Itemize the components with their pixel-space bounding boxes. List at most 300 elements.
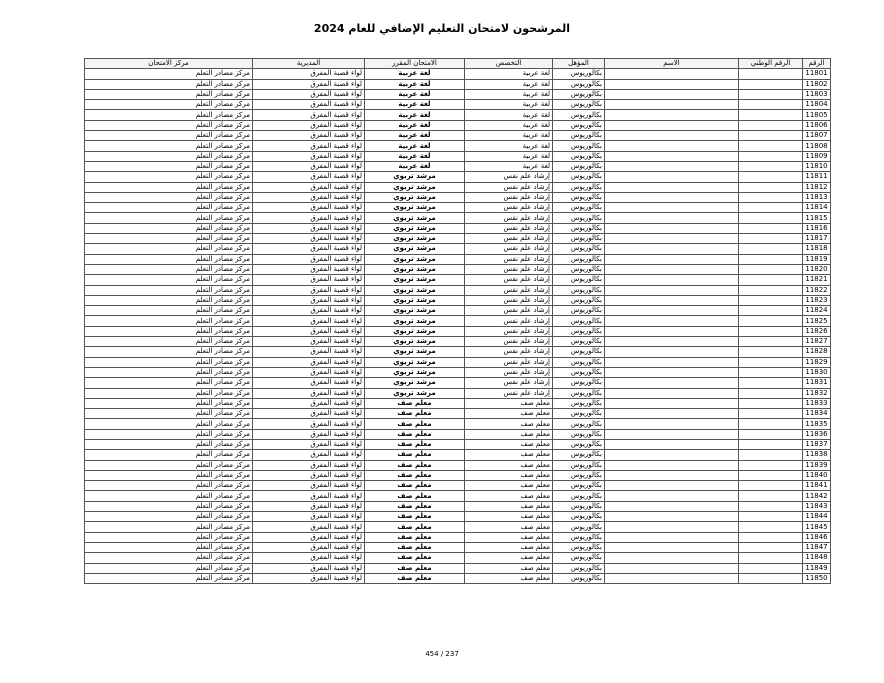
col-header-name: الاسم	[605, 59, 739, 69]
qualification-cell: بكالوريوس	[553, 151, 605, 161]
qualification-cell: بكالوريوس	[553, 141, 605, 151]
national-id-cell	[739, 409, 803, 419]
specialization-cell: معلم صف	[465, 439, 553, 449]
qualification-cell: بكالوريوس	[553, 450, 605, 460]
qualification-cell: بكالوريوس	[553, 69, 605, 79]
national-id-cell	[739, 234, 803, 244]
name-cell	[605, 563, 739, 573]
national-id-cell	[739, 120, 803, 130]
exam-cell: مرشد تربوي	[365, 388, 465, 398]
page-title: المرشحون لامتحان التعليم الإضافي للعام 2024	[313, 22, 571, 35]
name-cell	[605, 254, 739, 264]
specialization-cell: إرشاد علم نفس	[465, 367, 553, 377]
specialization-cell: معلم صف	[465, 532, 553, 542]
specialization-cell: لغة عربية	[465, 131, 553, 141]
specialization-cell: لغة عربية	[465, 69, 553, 79]
directorate-cell: لواء قصبة المفرق	[253, 161, 365, 171]
seq-cell: 11844	[803, 512, 831, 522]
directorate-cell: لواء قصبة المفرق	[253, 254, 365, 264]
table-row	[85, 213, 831, 223]
directorate-cell: لواء قصبة المفرق	[253, 553, 365, 563]
seq-cell: 11810	[803, 161, 831, 171]
table-row	[85, 460, 831, 470]
seq-cell: 11833	[803, 398, 831, 408]
exam-cell: لغة عربية	[365, 69, 465, 79]
seq-cell: 11820	[803, 264, 831, 274]
seq-cell: 11811	[803, 172, 831, 182]
table-row	[85, 69, 831, 79]
directorate-cell: لواء قصبة المفرق	[253, 398, 365, 408]
table-row	[85, 141, 831, 151]
directorate-cell: لواء قصبة المفرق	[253, 419, 365, 429]
national-id-cell	[739, 326, 803, 336]
specialization-cell: إرشاد علم نفس	[465, 172, 553, 182]
name-cell	[605, 110, 739, 120]
col-header-qualification: المؤهل	[553, 59, 605, 69]
qualification-cell: بكالوريوس	[553, 120, 605, 130]
exam-cell: مرشد تربوي	[365, 254, 465, 264]
name-cell	[605, 419, 739, 429]
qualification-cell: بكالوريوس	[553, 501, 605, 511]
specialization-cell: معلم صف	[465, 522, 553, 532]
qualification-cell: بكالوريوس	[553, 223, 605, 233]
national-id-cell	[739, 275, 803, 285]
qualification-cell: بكالوريوس	[553, 481, 605, 491]
specialization-cell: إرشاد علم نفس	[465, 295, 553, 305]
national-id-cell	[739, 264, 803, 274]
qualification-cell: بكالوريوس	[553, 429, 605, 439]
specialization-cell: إرشاد علم نفس	[465, 213, 553, 223]
specialization-cell: معلم صف	[465, 409, 553, 419]
seq-cell: 11821	[803, 275, 831, 285]
table-row	[85, 481, 831, 491]
qualification-cell: بكالوريوس	[553, 264, 605, 274]
center-cell: مركز مصادر التعلم	[85, 398, 253, 408]
specialization-cell: لغة عربية	[465, 89, 553, 99]
table-row	[85, 378, 831, 388]
name-cell	[605, 326, 739, 336]
national-id-cell	[739, 203, 803, 213]
directorate-cell: لواء قصبة المفرق	[253, 450, 365, 460]
table-row	[85, 151, 831, 161]
national-id-cell	[739, 542, 803, 552]
table-row	[85, 306, 831, 316]
exam-cell: معلم صف	[365, 398, 465, 408]
specialization-cell: إرشاد علم نفس	[465, 388, 553, 398]
directorate-cell: لواء قصبة المفرق	[253, 295, 365, 305]
center-cell: مركز مصادر التعلم	[85, 192, 253, 202]
specialization-cell: إرشاد علم نفس	[465, 244, 553, 254]
specialization-cell: إرشاد علم نفس	[465, 192, 553, 202]
name-cell	[605, 429, 739, 439]
seq-cell: 11834	[803, 409, 831, 419]
directorate-cell: لواء قصبة المفرق	[253, 120, 365, 130]
exam-cell: مرشد تربوي	[365, 347, 465, 357]
directorate-cell: لواء قصبة المفرق	[253, 131, 365, 141]
directorate-cell: لواء قصبة المفرق	[253, 491, 365, 501]
directorate-cell: لواء قصبة المفرق	[253, 110, 365, 120]
center-cell: مركز مصادر التعلم	[85, 429, 253, 439]
national-id-cell	[739, 522, 803, 532]
name-cell	[605, 306, 739, 316]
name-cell	[605, 203, 739, 213]
name-cell	[605, 151, 739, 161]
qualification-cell: بكالوريوس	[553, 234, 605, 244]
national-id-cell	[739, 419, 803, 429]
center-cell: مركز مصادر التعلم	[85, 203, 253, 213]
national-id-cell	[739, 161, 803, 171]
national-id-cell	[739, 244, 803, 254]
center-cell: مركز مصادر التعلم	[85, 553, 253, 563]
directorate-cell: لواء قصبة المفرق	[253, 151, 365, 161]
center-cell: مركز مصادر التعلم	[85, 439, 253, 449]
col-header-center: مركز الامتحان	[85, 59, 253, 69]
specialization-cell: إرشاد علم نفس	[465, 306, 553, 316]
directorate-cell: لواء قصبة المفرق	[253, 532, 365, 542]
directorate-cell: لواء قصبة المفرق	[253, 367, 365, 377]
exam-cell: مرشد تربوي	[365, 306, 465, 316]
national-id-cell	[739, 553, 803, 563]
exam-cell: معلم صف	[365, 470, 465, 480]
name-cell	[605, 460, 739, 470]
seq-cell: 11850	[803, 573, 831, 583]
qualification-cell: بكالوريوس	[553, 110, 605, 120]
seq-cell: 11806	[803, 120, 831, 130]
seq-cell: 11846	[803, 532, 831, 542]
qualification-cell: بكالوريوس	[553, 295, 605, 305]
exam-cell: مرشد تربوي	[365, 378, 465, 388]
seq-cell: 11830	[803, 367, 831, 377]
directorate-cell: لواء قصبة المفرق	[253, 522, 365, 532]
qualification-cell: بكالوريوس	[553, 203, 605, 213]
center-cell: مركز مصادر التعلم	[85, 316, 253, 326]
seq-cell: 11848	[803, 553, 831, 563]
exam-cell: معلم صف	[365, 460, 465, 470]
table-row	[85, 357, 831, 367]
seq-cell: 11847	[803, 542, 831, 552]
seq-cell: 11827	[803, 337, 831, 347]
exam-cell: مرشد تربوي	[365, 244, 465, 254]
name-cell	[605, 573, 739, 583]
directorate-cell: لواء قصبة المفرق	[253, 439, 365, 449]
seq-cell: 11835	[803, 419, 831, 429]
qualification-cell: بكالوريوس	[553, 79, 605, 89]
name-cell	[605, 357, 739, 367]
center-cell: مركز مصادر التعلم	[85, 151, 253, 161]
exam-cell: معلم صف	[365, 481, 465, 491]
exam-cell: معلم صف	[365, 512, 465, 522]
national-id-cell	[739, 110, 803, 120]
center-cell: مركز مصادر التعلم	[85, 419, 253, 429]
col-header-national-id: الرقم الوطني	[739, 59, 803, 69]
col-header-seq: الرقم	[803, 59, 831, 69]
national-id-cell	[739, 337, 803, 347]
directorate-cell: لواء قصبة المفرق	[253, 100, 365, 110]
table-row	[85, 553, 831, 563]
center-cell: مركز مصادر التعلم	[85, 275, 253, 285]
table-row	[85, 501, 831, 511]
name-cell	[605, 234, 739, 244]
exam-cell: مرشد تربوي	[365, 223, 465, 233]
seq-cell: 11836	[803, 429, 831, 439]
national-id-cell	[739, 378, 803, 388]
exam-cell: مرشد تربوي	[365, 337, 465, 347]
specialization-cell: معلم صف	[465, 563, 553, 573]
name-cell	[605, 398, 739, 408]
center-cell: مركز مصادر التعلم	[85, 470, 253, 480]
seq-cell: 11816	[803, 223, 831, 233]
center-cell: مركز مصادر التعلم	[85, 131, 253, 141]
center-cell: مركز مصادر التعلم	[85, 491, 253, 501]
name-cell	[605, 192, 739, 202]
center-cell: مركز مصادر التعلم	[85, 254, 253, 264]
directorate-cell: لواء قصبة المفرق	[253, 275, 365, 285]
qualification-cell: بكالوريوس	[553, 192, 605, 202]
table-row	[85, 532, 831, 542]
national-id-cell	[739, 89, 803, 99]
center-cell: مركز مصادر التعلم	[85, 481, 253, 491]
qualification-cell: بكالوريوس	[553, 470, 605, 480]
exam-cell: معلم صف	[365, 429, 465, 439]
exam-cell: مرشد تربوي	[365, 172, 465, 182]
qualification-cell: بكالوريوس	[553, 491, 605, 501]
center-cell: مركز مصادر التعلم	[85, 357, 253, 367]
exam-cell: معلم صف	[365, 542, 465, 552]
name-cell	[605, 182, 739, 192]
specialization-cell: معلم صف	[465, 481, 553, 491]
national-id-cell	[739, 131, 803, 141]
table-row	[85, 295, 831, 305]
seq-cell: 11804	[803, 100, 831, 110]
directorate-cell: لواء قصبة المفرق	[253, 141, 365, 151]
directorate-cell: لواء قصبة المفرق	[253, 337, 365, 347]
table-row	[85, 131, 831, 141]
table-row	[85, 120, 831, 130]
center-cell: مركز مصادر التعلم	[85, 542, 253, 552]
center-cell: مركز مصادر التعلم	[85, 522, 253, 532]
candidates-table	[84, 58, 831, 584]
table-row	[85, 89, 831, 99]
national-id-cell	[739, 563, 803, 573]
seq-cell: 11849	[803, 563, 831, 573]
name-cell	[605, 172, 739, 182]
seq-cell: 11832	[803, 388, 831, 398]
name-cell	[605, 295, 739, 305]
specialization-cell: إرشاد علم نفس	[465, 285, 553, 295]
seq-cell: 11812	[803, 182, 831, 192]
exam-cell: معلم صف	[365, 409, 465, 419]
national-id-cell	[739, 151, 803, 161]
directorate-cell: لواء قصبة المفرق	[253, 223, 365, 233]
national-id-cell	[739, 285, 803, 295]
center-cell: مركز مصادر التعلم	[85, 388, 253, 398]
directorate-cell: لواء قصبة المفرق	[253, 542, 365, 552]
center-cell: مركز مصادر التعلم	[85, 285, 253, 295]
directorate-cell: لواء قصبة المفرق	[253, 470, 365, 480]
national-id-cell	[739, 439, 803, 449]
specialization-cell: لغة عربية	[465, 110, 553, 120]
directorate-cell: لواء قصبة المفرق	[253, 69, 365, 79]
center-cell: مركز مصادر التعلم	[85, 512, 253, 522]
name-cell	[605, 470, 739, 480]
qualification-cell: بكالوريوس	[553, 100, 605, 110]
name-cell	[605, 120, 739, 130]
center-cell: مركز مصادر التعلم	[85, 182, 253, 192]
name-cell	[605, 337, 739, 347]
seq-cell: 11839	[803, 460, 831, 470]
exam-cell: مرشد تربوي	[365, 275, 465, 285]
directorate-cell: لواء قصبة المفرق	[253, 89, 365, 99]
center-cell: مركز مصادر التعلم	[85, 172, 253, 182]
national-id-cell	[739, 100, 803, 110]
exam-cell: معلم صف	[365, 573, 465, 583]
qualification-cell: بكالوريوس	[553, 89, 605, 99]
name-cell	[605, 378, 739, 388]
qualification-cell: بكالوريوس	[553, 347, 605, 357]
seq-cell: 11824	[803, 306, 831, 316]
table-row	[85, 388, 831, 398]
seq-cell: 11841	[803, 481, 831, 491]
center-cell: مركز مصادر التعلم	[85, 295, 253, 305]
qualification-cell: بكالوريوس	[553, 553, 605, 563]
name-cell	[605, 481, 739, 491]
directorate-cell: لواء قصبة المفرق	[253, 357, 365, 367]
qualification-cell: بكالوريوس	[553, 357, 605, 367]
table-row	[85, 409, 831, 419]
table-row	[85, 285, 831, 295]
table-row	[85, 337, 831, 347]
qualification-cell: بكالوريوس	[553, 367, 605, 377]
table-row	[85, 254, 831, 264]
table-row	[85, 470, 831, 480]
seq-cell: 11815	[803, 213, 831, 223]
exam-cell: معلم صف	[365, 439, 465, 449]
specialization-cell: معلم صف	[465, 553, 553, 563]
center-cell: مركز مصادر التعلم	[85, 563, 253, 573]
center-cell: مركز مصادر التعلم	[85, 367, 253, 377]
seq-cell: 11828	[803, 347, 831, 357]
directorate-cell: لواء قصبة المفرق	[253, 192, 365, 202]
table-row	[85, 419, 831, 429]
qualification-cell: بكالوريوس	[553, 275, 605, 285]
national-id-cell	[739, 573, 803, 583]
seq-cell: 11809	[803, 151, 831, 161]
table-row	[85, 450, 831, 460]
national-id-cell	[739, 213, 803, 223]
center-cell: مركز مصادر التعلم	[85, 264, 253, 274]
seq-cell: 11826	[803, 326, 831, 336]
national-id-cell	[739, 141, 803, 151]
directorate-cell: لواء قصبة المفرق	[253, 244, 365, 254]
specialization-cell: معلم صف	[465, 501, 553, 511]
exam-cell: مرشد تربوي	[365, 182, 465, 192]
qualification-cell: بكالوريوس	[553, 563, 605, 573]
directorate-cell: لواء قصبة المفرق	[253, 234, 365, 244]
qualification-cell: بكالوريوس	[553, 244, 605, 254]
qualification-cell: بكالوريوس	[553, 254, 605, 264]
exam-cell: معلم صف	[365, 419, 465, 429]
exam-cell: معلم صف	[365, 532, 465, 542]
qualification-cell: بكالوريوس	[553, 398, 605, 408]
qualification-cell: بكالوريوس	[553, 532, 605, 542]
specialization-cell: إرشاد علم نفس	[465, 326, 553, 336]
name-cell	[605, 79, 739, 89]
center-cell: مركز مصادر التعلم	[85, 532, 253, 542]
center-cell: مركز مصادر التعلم	[85, 244, 253, 254]
national-id-cell	[739, 192, 803, 202]
specialization-cell: لغة عربية	[465, 161, 553, 171]
national-id-cell	[739, 172, 803, 182]
national-id-cell	[739, 69, 803, 79]
seq-cell: 11845	[803, 522, 831, 532]
center-cell: مركز مصادر التعلم	[85, 573, 253, 583]
seq-cell: 11808	[803, 141, 831, 151]
name-cell	[605, 316, 739, 326]
directorate-cell: لواء قصبة المفرق	[253, 501, 365, 511]
name-cell	[605, 450, 739, 460]
specialization-cell: إرشاد علم نفس	[465, 254, 553, 264]
table-row	[85, 563, 831, 573]
directorate-cell: لواء قصبة المفرق	[253, 306, 365, 316]
directorate-cell: لواء قصبة المفرق	[253, 512, 365, 522]
table-row	[85, 79, 831, 89]
specialization-cell: معلم صف	[465, 460, 553, 470]
directorate-cell: لواء قصبة المفرق	[253, 388, 365, 398]
exam-cell: لغة عربية	[365, 131, 465, 141]
center-cell: مركز مصادر التعلم	[85, 234, 253, 244]
seq-cell: 11813	[803, 192, 831, 202]
national-id-cell	[739, 254, 803, 264]
name-cell	[605, 131, 739, 141]
table-row	[85, 439, 831, 449]
qualification-cell: بكالوريوس	[553, 542, 605, 552]
national-id-cell	[739, 223, 803, 233]
national-id-cell	[739, 357, 803, 367]
national-id-cell	[739, 398, 803, 408]
qualification-cell: بكالوريوس	[553, 512, 605, 522]
qualification-cell: بكالوريوس	[553, 409, 605, 419]
specialization-cell: معلم صف	[465, 573, 553, 583]
exam-cell: مرشد تربوي	[365, 213, 465, 223]
exam-cell: لغة عربية	[365, 161, 465, 171]
exam-cell: معلم صف	[365, 501, 465, 511]
exam-cell: مرشد تربوي	[365, 192, 465, 202]
center-cell: مركز مصادر التعلم	[85, 69, 253, 79]
table-row	[85, 172, 831, 182]
national-id-cell	[739, 501, 803, 511]
national-id-cell	[739, 182, 803, 192]
table-row	[85, 192, 831, 202]
national-id-cell	[739, 491, 803, 501]
table-row	[85, 234, 831, 244]
seq-cell: 11837	[803, 439, 831, 449]
table-row	[85, 326, 831, 336]
table-row	[85, 223, 831, 233]
center-cell: مركز مصادر التعلم	[85, 161, 253, 171]
qualification-cell: بكالوريوس	[553, 378, 605, 388]
center-cell: مركز مصادر التعلم	[85, 306, 253, 316]
table-row	[85, 429, 831, 439]
name-cell	[605, 532, 739, 542]
name-cell	[605, 367, 739, 377]
seq-cell: 11829	[803, 357, 831, 367]
name-cell	[605, 89, 739, 99]
exam-cell: معلم صف	[365, 563, 465, 573]
exam-cell: لغة عربية	[365, 79, 465, 89]
center-cell: مركز مصادر التعلم	[85, 409, 253, 419]
specialization-cell: إرشاد علم نفس	[465, 203, 553, 213]
center-cell: مركز مصادر التعلم	[85, 378, 253, 388]
